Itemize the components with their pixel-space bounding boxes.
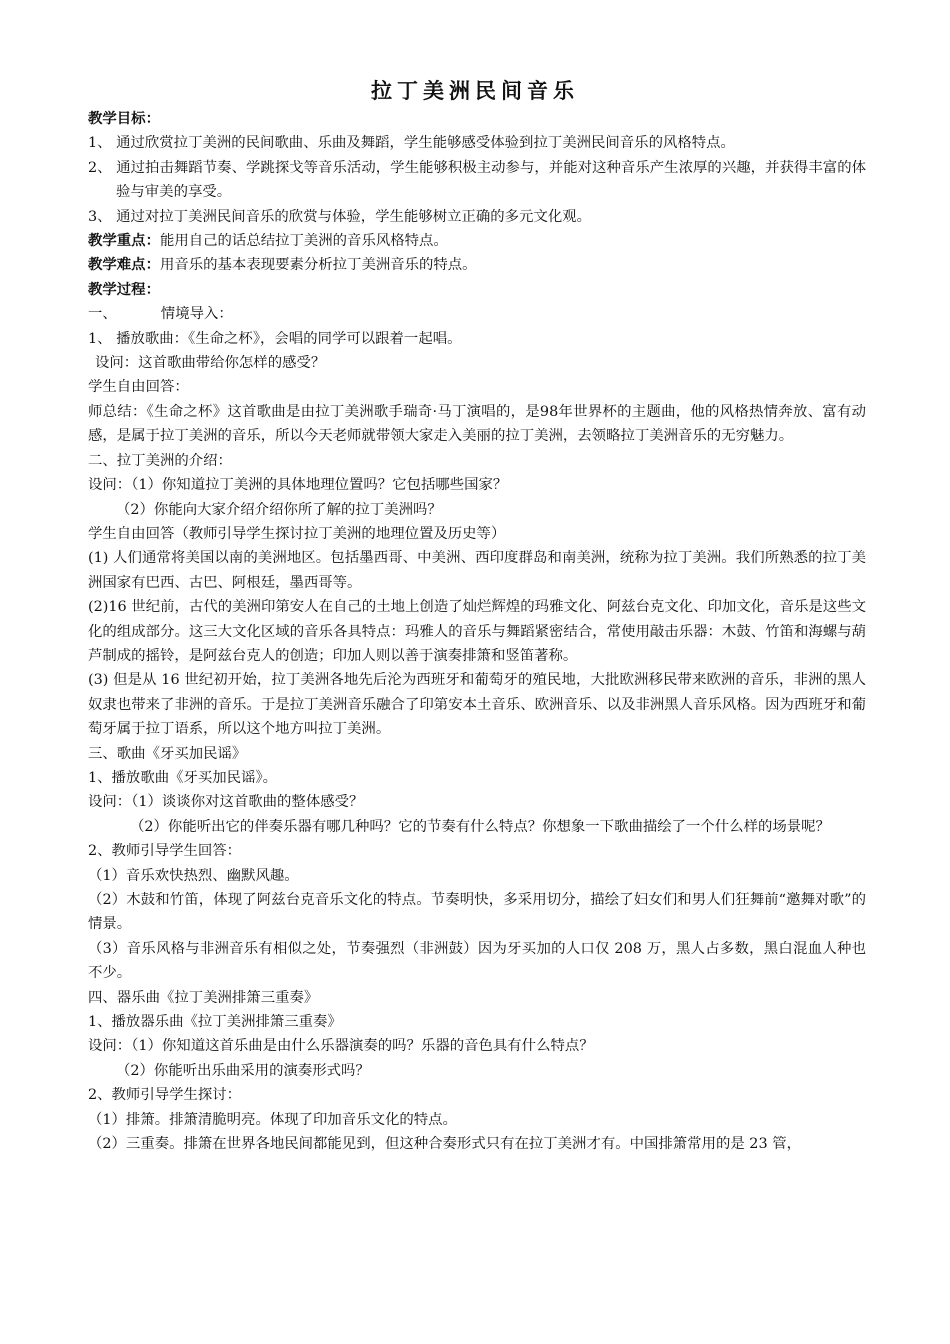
page-title: 拉丁美洲民间音乐 xyxy=(371,79,579,103)
difficulty-text: 用音乐的基本表现要素分析拉丁美洲音乐的特点。 xyxy=(159,257,477,274)
question: 设问：（1）谈谈你对这首歌曲的整体感受？ xyxy=(88,794,364,811)
goal-item: 2、 通过拍击舞蹈节奏、学跳探戈等音乐活动，学生能够积极主动参与，并能对这种音乐产生浓厚的兴趣，并获得丰富的体验与审美的享受。 xyxy=(88,159,866,201)
answer: （3）音乐风格与非洲音乐有相似之处，节奏强烈（非洲鼓）因为牙买加的人口仅 208 万，黑人占多数，黑白混血人种也不少。 xyxy=(88,940,866,982)
section1-number: 一、 xyxy=(88,306,117,323)
question: （2）你能向大家介绍介绍你所了解的拉丁美洲吗？ xyxy=(116,501,442,518)
answer: （2）木鼓和竹笛，体现了阿兹台克音乐文化的特点。节奏明快，多采用切分，描绘了妇女们和男人们狂舞前“邀舞对歌”的情景。 xyxy=(88,892,866,933)
section4-heading: 四、器乐曲《拉丁美洲排箫三重奏》 xyxy=(88,989,319,1006)
section1-heading-text: 情境导入： xyxy=(160,306,233,323)
paragraph: 2、教师引导学生回答： xyxy=(88,843,242,860)
paragraph: 1、 播放歌曲：《生命之杯》，会唱的同学可以跟着一起唱。 xyxy=(88,330,462,347)
answer: （2）三重奏。排箫在世界各地民间都能见到，但这种合奏形式只有在拉丁美洲才有。中国排箫常用的是 23 管， xyxy=(88,1136,801,1153)
paragraph: 师总结：《生命之杯》这首歌曲是由拉丁美洲歌手瑞奇·马丁演唱的，是98年世界杯的主题曲，他的风格热情奔放、富有动感，是属于拉丁美洲的音乐，所以今天老师就带领大家走入美丽的拉丁美洲，去领略拉丁美洲音乐的无穷魅力。 xyxy=(88,403,866,445)
process-label: 教学过程： xyxy=(88,281,160,298)
document-body xyxy=(88,107,866,1156)
goal-item: 1、 通过欣赏拉丁美洲的民间歌曲、乐曲及舞蹈，学生能够感受体验到拉丁美洲民间音乐的风格特点。 xyxy=(88,135,735,152)
key-point-text: 能用自己的话总结拉丁美洲的音乐风格特点。 xyxy=(159,233,448,250)
difficulty xyxy=(88,253,866,277)
answer: （1）音乐欢快热烈、幽默风趣。 xyxy=(88,867,299,884)
key-point xyxy=(88,229,866,253)
paragraph: 2、教师引导学生探讨： xyxy=(88,1087,242,1104)
answer: （1）排箫。排箫清脆明亮。体现了印加音乐文化的特点。 xyxy=(88,1111,457,1128)
question: （2）你能听出它的伴奏乐器有哪几种吗？它的节奏有什么特点？你想象一下歌曲描绘了一个什么样的场景呢？ xyxy=(130,818,830,835)
question: （2）你能听出乐曲采用的演奏形式吗？ xyxy=(116,1062,370,1079)
paragraph: (2)16 世纪前，古代的美洲印第安人在自己的土地上创造了灿烂辉煌的玛雅文化、阿兹台克文化、印加文化，音乐是这些文化的组成部分。这三大文化区域的音乐各具特点：玛雅人的音乐与舞蹈紧密结合，常使用敲击乐器：木鼓、竹笛和海螺与葫芦制成的摇铃，是阿兹台克人的创造；印加人则以善于演奏排箫和竖笛著称。 xyxy=(88,599,866,664)
goal-item: 3、 通过对拉丁美洲民间音乐的欣赏与体验，学生能够树立正确的多元文化观。 xyxy=(88,208,592,225)
paragraph: 1、播放歌曲《牙买加民谣》。 xyxy=(88,769,278,786)
question: 设问：（1）你知道拉丁美洲的具体地理位置吗？它包括哪些国家？ xyxy=(88,477,508,494)
goals-label: 教学目标： xyxy=(88,111,160,127)
section2-heading: 二、拉丁美洲的介绍： xyxy=(88,452,232,469)
paragraph: 学生自由回答： xyxy=(88,379,189,396)
difficulty-label: 教学难点： xyxy=(88,257,160,274)
paragraph: 学生自由回答（教师引导学生探讨拉丁美洲的地理位置及历史等） xyxy=(88,525,506,542)
paragraph: 1、播放器乐曲《拉丁美洲排箫三重奏》 xyxy=(88,1014,342,1031)
paragraph: (1) 人们通常将美国以南的美洲地区。包括墨西哥、中美洲、西印度群岛和南美洲，统称为拉丁美洲。我们所熟悉的拉丁美洲国家有巴西、古巴、阿根廷，墨西哥等。 xyxy=(88,550,866,591)
paragraph: (3) 但是从 16 世纪初开始，拉丁美洲各地先后沦为西班牙和葡萄牙的殖民地，大批欧洲移民带来欧洲的音乐，非洲的黑人奴隶也带来了非洲的音乐。于是拉丁美洲音乐融合了印第安本土音乐、欧洲音乐、以及非洲黑人音乐风格。因为西班牙和葡萄牙属于拉丁语系，所以这个地方叫拉丁美洲。 xyxy=(88,672,866,738)
section1-heading xyxy=(88,302,866,326)
paragraph: 设问：这首歌曲带给你怎样的感受？ xyxy=(95,355,326,372)
key-point-label: 教学重点： xyxy=(88,233,160,250)
section3-heading: 三、歌曲《牙买加民谣》 xyxy=(88,745,247,762)
question: 设问：（1）你知道这首乐曲是由什么乐器演奏的吗？乐器的音色具有什么特点？ xyxy=(88,1038,594,1055)
